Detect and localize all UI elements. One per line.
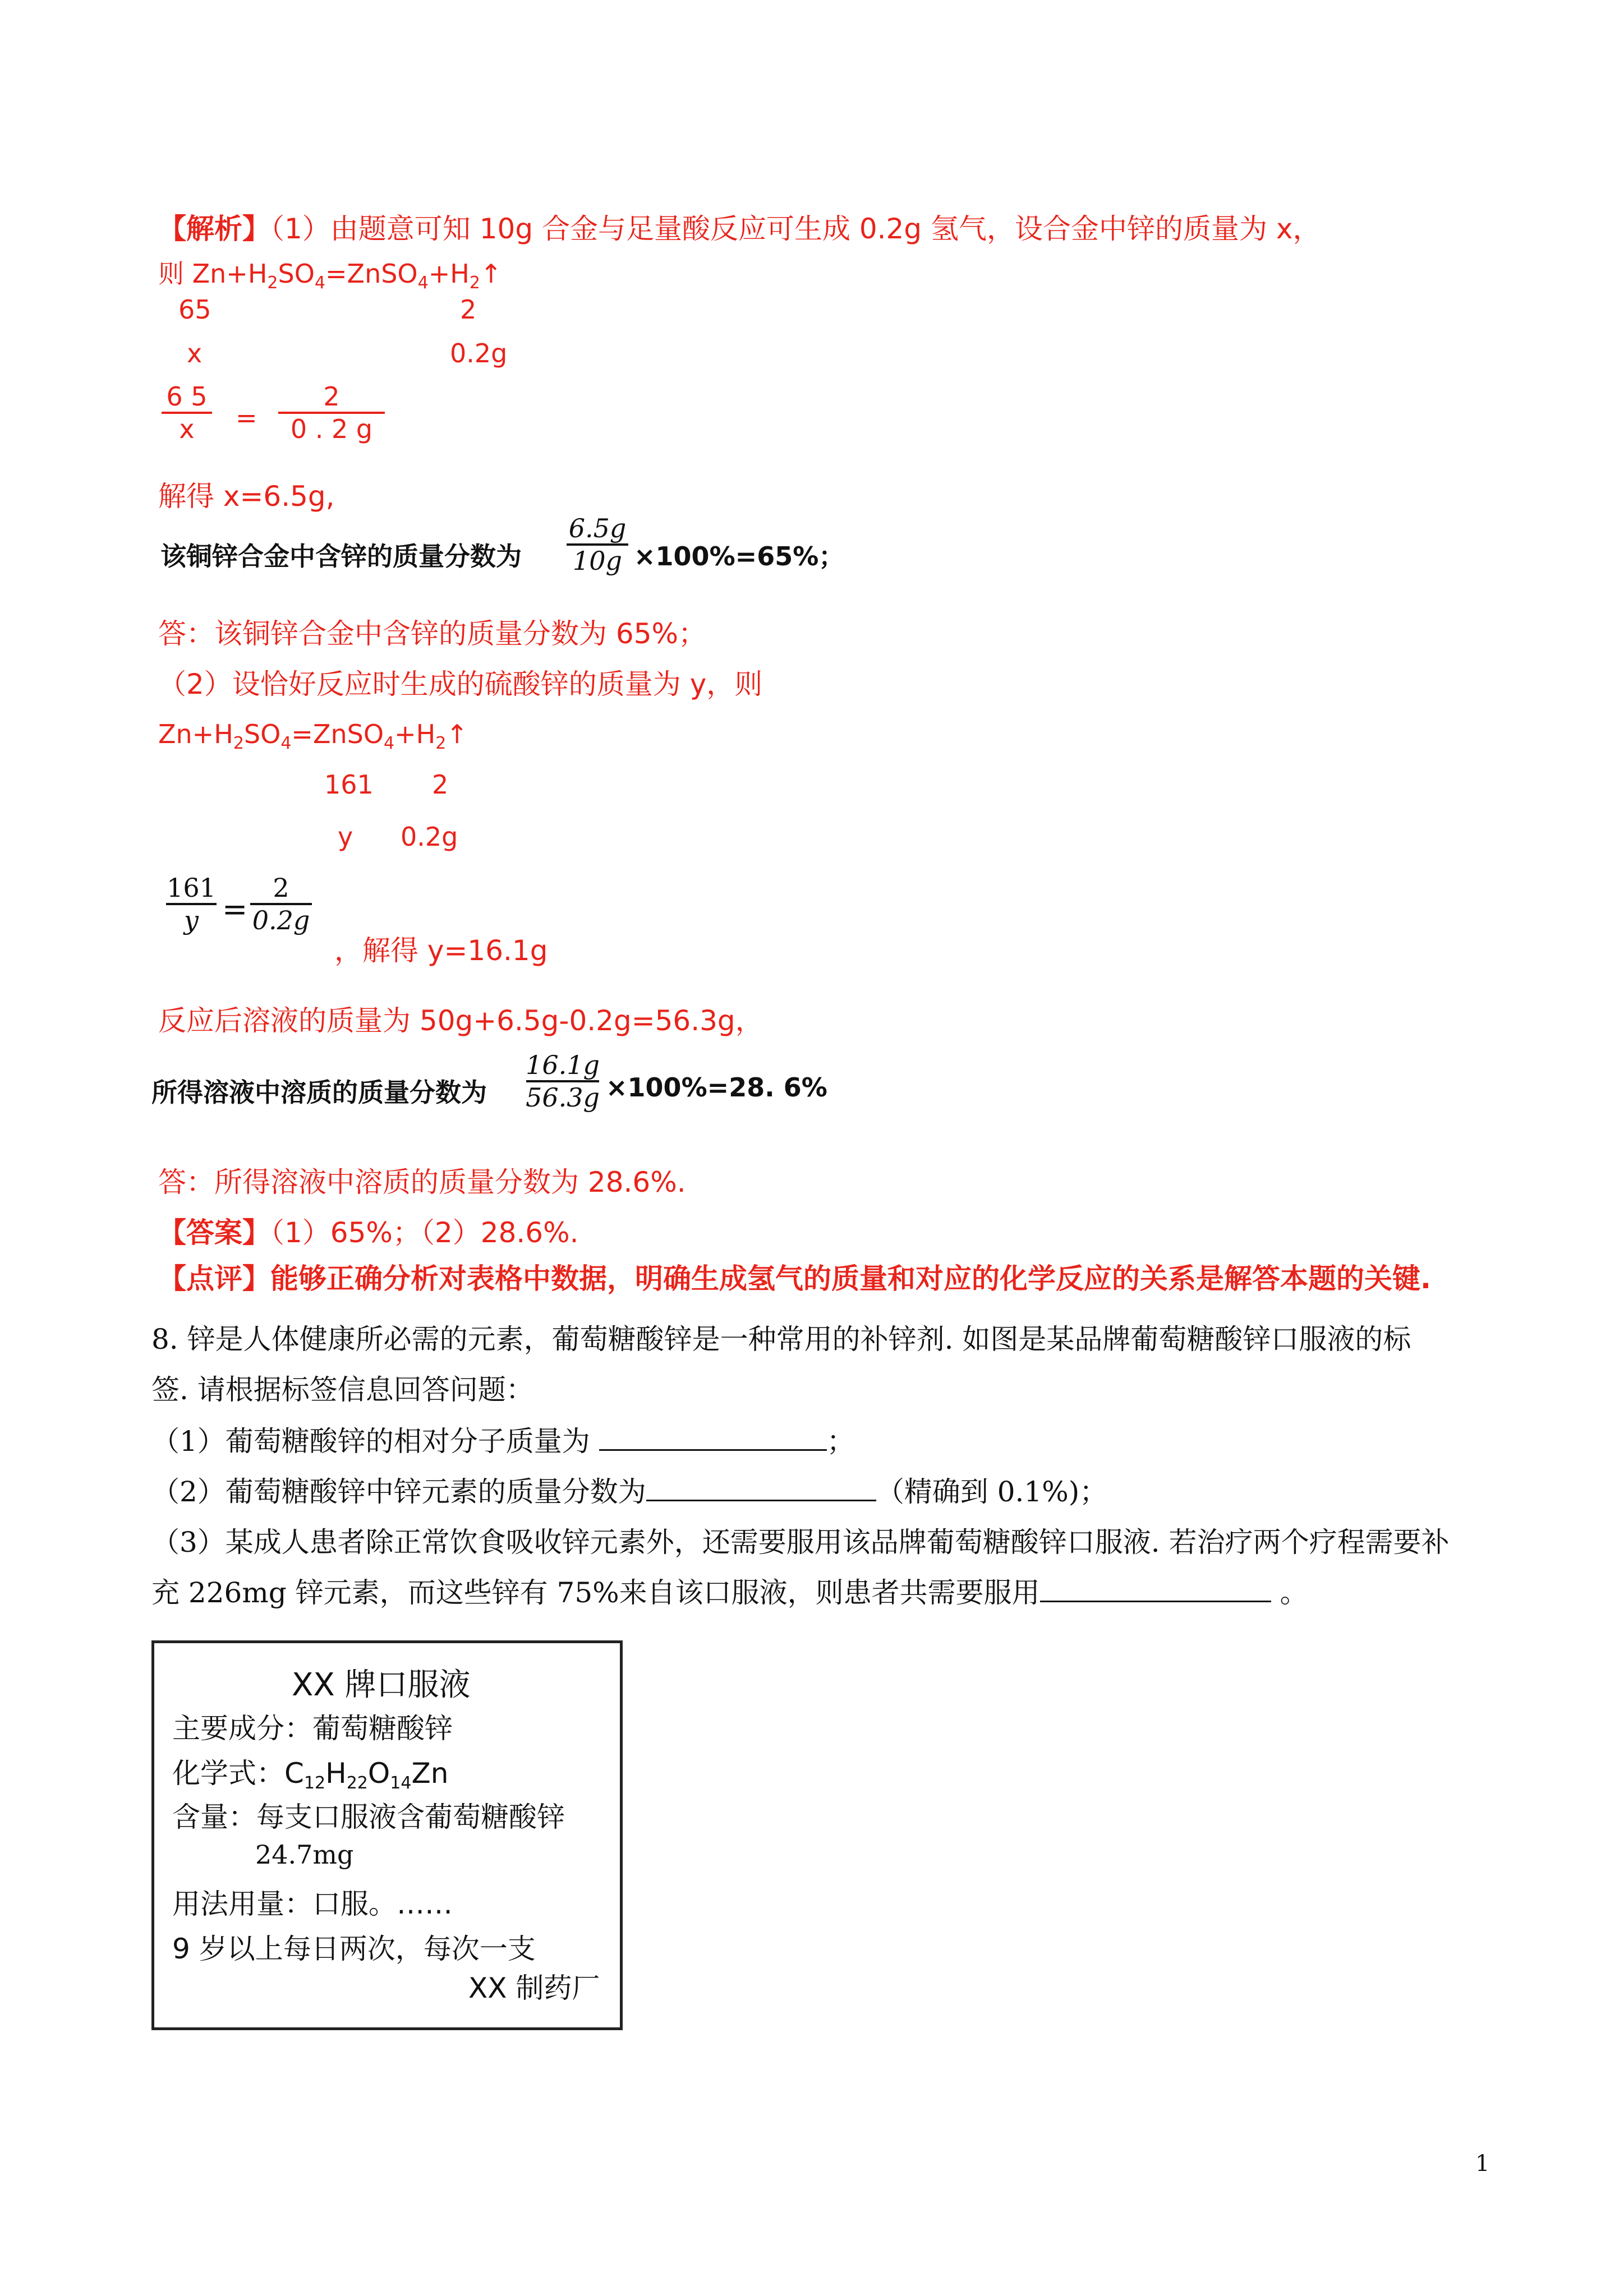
solution-mass: 反应后溶液的质量为 50g+6.5g-0.2g=56.3g， [158, 1004, 763, 1037]
q8-stem-line1: 8. 锌是人体健康所必需的元素，葡萄糖酸锌是一种常用的补锌剂. 如图是某品牌葡萄糖酸锌口服液的标 [151, 1323, 1411, 1356]
q8-part1: （1）葡萄糖酸锌的相对分子质量为 ； [151, 1419, 855, 1459]
equals-sign: = [236, 403, 257, 433]
q8-part2: （2）葡萄糖酸锌中锌元素的质量分数为 （精确到 0.1%)； [151, 1469, 1107, 1510]
unknown-y: y [338, 822, 353, 852]
label-title: XX 牌口服液 [292, 1667, 471, 1703]
fraction-2-over-0.2g-b: 2 0.2g [250, 873, 312, 935]
mass-h2-2: 0.2g [401, 822, 458, 852]
mass-h2: 0.2g [450, 338, 508, 368]
label-maker: XX 制药厂 [468, 1972, 600, 2004]
pct1-prefix: 该铜锌合金中含锌的质量分数为 [160, 541, 522, 571]
comment-line: 【点评】能够正确分析对表格中数据，明确生成氢气的质量和对应的化学反应的关系是解答本题的关键. [158, 1262, 1431, 1295]
product-label [151, 1640, 623, 2030]
equation-1: 则 $Zn+H_2SO_4=ZnSO_4+H_2↑$ [158, 259, 502, 293]
label-formula: 化学式：$C_{12}H_{22}O_{14}Zn$ [172, 1757, 449, 1793]
answer-tag: 【答案】 [158, 1216, 270, 1249]
answer-1: 答：该铜锌合金中含锌的质量分数为 65%； [158, 617, 707, 650]
label-content-value: 24.7mg [255, 1839, 354, 1870]
fraction-16.1g-over-56.3g: 16.1g 56.3g [526, 1050, 600, 1113]
answer-2: 答：所得溶液中溶质的质量分数为 28.6%. [158, 1166, 686, 1198]
molar-mass-zn: 65 [178, 294, 211, 325]
fraction-65-over-x: 6 5 x [162, 381, 212, 444]
q8-stem-line2: 签. 请根据标签信息回答问题： [151, 1373, 534, 1406]
q8-part3-line2: 充 226mg 锌元素，而这些锌有 75%来自该口服液，则患者共需要服用 。 [151, 1570, 1308, 1611]
fraction-2-over-0.2g: 2 0 . 2 g [278, 381, 385, 444]
answer-line: 【答案】（1）65%；（2）28.6%. [158, 1216, 579, 1249]
pct2-suffix: ×100%=28. 6% [606, 1072, 827, 1103]
pct2-prefix: 所得溶液中溶质的质量分数为 [151, 1077, 487, 1108]
label-ingredient: 主要成分：葡萄糖酸锌 [172, 1712, 453, 1745]
molar-mass-h2-2: 2 [432, 769, 449, 800]
unknown-x: x [187, 338, 203, 368]
analysis-intro: 【解析】（1）由题意可知 10g 合金与足量酸反应可生成 0.2g 氢气，设合金中锌的质量为 x， [158, 213, 1321, 245]
equals-sign-2: = [222, 892, 248, 927]
analysis-tag: 【解析】 [158, 213, 270, 245]
solve-x: 解得 x=6.5g, [158, 480, 335, 513]
answer-blank-3[interactable] [1040, 1573, 1271, 1602]
label-usage: 用法用量：口服。…… [172, 1888, 453, 1920]
fraction-161-over-y: 161 y [167, 873, 216, 935]
pct1-suffix: ×100%=65%； [634, 541, 845, 571]
answer-blank-1[interactable] [599, 1421, 827, 1451]
label-content: 含量：每支口服液含葡萄糖酸锌 [172, 1801, 565, 1833]
label-usage2: 9 岁以上每日两次，每次一支 [172, 1933, 536, 1965]
page-number: 1 [1475, 2151, 1490, 2177]
q8-part3-line1: （3）某成人患者除正常饮食吸收锌元素外，还需要服用该品牌葡萄糖酸锌口服液. 若治疗两个疗程需要补 [151, 1526, 1450, 1559]
molar-mass-znso4: 161 [324, 769, 374, 800]
answer-blank-2[interactable] [646, 1472, 876, 1501]
fraction-6.5g-over-10g: 6.5g 10g [567, 513, 628, 576]
molar-mass-h2: 2 [460, 294, 477, 325]
solve-y: ，解得 y=16.1g [334, 934, 548, 967]
part-2: （2）设恰好反应时生成的硫酸锌的质量为 y，则 [158, 668, 763, 700]
comment-tag: 【点评】 [158, 1262, 270, 1295]
equation-2: $Zn+H_2SO_4=ZnSO_4+H_2↑$ [158, 719, 468, 753]
